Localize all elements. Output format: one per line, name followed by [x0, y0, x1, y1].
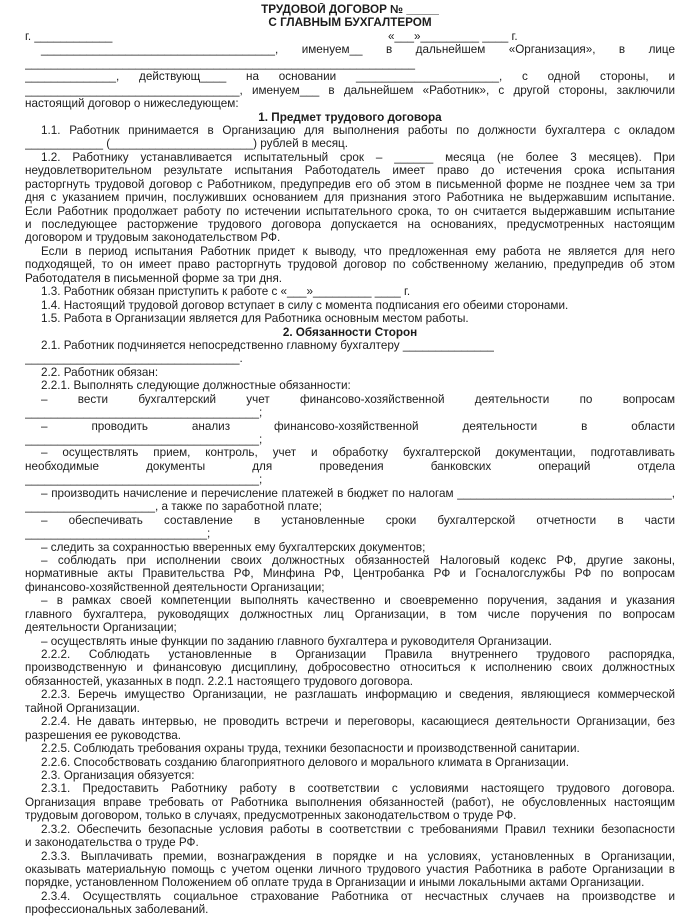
text-line: 2.2.1. Выполнять следующие должностные обязанности: [41, 379, 351, 393]
heading-line: 1. Предмет трудового договора [258, 110, 442, 124]
text-line: – производить начисление и перечисление платежей в бюджет по налогам _________________________________, [41, 486, 675, 500]
text-line: 2.2.2. Соблюдать установленные в Организации Правила внутреннего трудового распорядка, [41, 648, 675, 661]
text-line: 2.2. Работник обязан: [41, 365, 159, 379]
text-line: подходящей, то он имеет право расторгнуть трудовой договор по собственному желанию, предупредив об этом [25, 258, 675, 272]
text-line: – осуществлять иные функции по заданию главного бухгалтера и руководителя Организации. [41, 634, 552, 648]
blank-field-line: ____________________________; [25, 527, 211, 541]
city-date-line [25, 30, 675, 43]
text-line: 1.2. Работнику устанавливается испытательный срок – ______ месяца (не более 3 месяцев). При [41, 150, 675, 164]
text-line: деятельности Организации; [25, 621, 177, 635]
text-line: 1.5. Работа в Организации является для Работника основным местом работы. [41, 312, 469, 326]
text-line: и последующее расторжение трудового договора допускается на основаниях, предусмотренных настоящим [25, 218, 675, 231]
text-line: 2.3.4. Осуществлять социальное страхование Работника от несчастных случаев на производстве и [41, 889, 675, 903]
blank-field-line: ____________________, а также по заработной плате; [25, 500, 322, 514]
text-line: Работодателя в письменной форме за три дня. [25, 271, 283, 285]
blank-field-line: ____________________________________________________________ [25, 56, 416, 70]
heading-line: 2. Обязанности Сторон [282, 325, 418, 339]
text-line: договором и трудовым законодательством РФ. [25, 231, 281, 245]
text-line: – вести бухгалтерский учет финансово-хозяйственной деятельности по вопросам [41, 392, 675, 406]
text-line: 1.1. Работник принимается в Организацию для выполнения работы по должности бухгалтера с окладом [41, 123, 675, 137]
blank-field-line: ______________, действующ____ на основании ______________________, с одной стороны, и [25, 70, 675, 84]
text-line: 2.2.3. Беречь имущество Организации, не разглашать информацию и сведения, являющиеся коммерческой [41, 688, 675, 702]
text-line: 2.3.2. Обеспечить безопасные условия работы в соответствии с требованиями Правил техники безопасности [41, 822, 675, 836]
text-line: оказывать материальную помощь с учетом оценки личного трудового участия Работника в работе Организации в [25, 863, 675, 876]
text-line: – осуществлять прием, контроль, учет и обработку бухгалтерской документации, подготавливать [41, 446, 675, 460]
city-field: г. ____________ [25, 29, 113, 43]
date-field: «___»_________ ____ г. [388, 29, 518, 43]
text-line: обязанностей, указанных в подп. 2.2.1 настоящего трудового договора. [25, 674, 413, 688]
text-line: порядке, установленном Положением об оплате труда в Организации и иными локальными актами Организации. [25, 876, 645, 890]
text-line: разрешения ее руководства. [25, 728, 182, 742]
text-line: 2.1. Работник подчиняется непосредственно главному бухгалтеру ______________ [41, 338, 494, 352]
text-line: расторгнуть трудовой договор с Работником, предупредив его об этом в письменной форме не позднее чем за три [25, 177, 675, 191]
text-line: нормативные акты Правительства РФ, Минфина РФ, Центробанка РФ и Госналогслужбы РФ по вопросам [25, 567, 675, 581]
blank-field-line: ____________________________________; [25, 406, 263, 420]
text-line: – обеспечивать составление в установленные сроки бухгалтерской отчетности в части [41, 513, 675, 527]
text-line: настоящий договор о нижеследующем: [25, 97, 239, 111]
text-line: 1.3. Работник обязан приступить к работе с «___»_________ ____ г. [41, 285, 411, 299]
heading-line: С ГЛАВНЫМ БУХГАЛТЕРОМ [268, 16, 432, 30]
text-line: – соблюдать при исполнении своих должностных обязанностей Налоговый кодекс РФ, другие законы, [41, 553, 675, 567]
text-line: главного бухгалтера, руководящих должностных лиц Организации, в том числе поручения по вопросам [25, 607, 675, 621]
text-line: Организация вправе требовать от Работника выполнения обязанностей (работ), не обусловленных настоящим [25, 795, 675, 809]
text-line: 2.2.6. Способствовать созданию благоприятного делового и морального климата в Организации. [41, 755, 569, 769]
text-line: трудовым договором, только в случаях, предусмотренных законодательством о труде РФ. [25, 809, 517, 823]
text-line: необходимые документы для проведения банковских операций отдела [25, 459, 675, 473]
text-line: 2.3. Организация обязуется: [41, 768, 195, 782]
text-line: Если Работник продолжает работу по истечении испытательного срока, то он считается выдержавшим испытание [25, 204, 675, 218]
heading-line: ТРУДОВОЙ ДОГОВОР № _____ [261, 3, 439, 16]
text-line: производственную и финансовую дисциплину, добросовестно относиться к исполнению своих должностных [25, 661, 675, 675]
text-line: финансово-хозяйственной деятельности Организации; [25, 580, 325, 594]
blank-field-line: _________________________________. [25, 352, 243, 366]
text-line: тайной Организации. [25, 701, 140, 715]
text-line: 2.2.5. Соблюдать требования охраны труда, техники безопасности и производственной санитарии. [41, 742, 580, 756]
blank-field-line: _________________________________, именуем___ в дальнейшем «Работник», с другой стороны, заключили [25, 83, 675, 97]
text-line: 2.2.4. Не давать интервью, не проводить встречи и переговоры, касающиеся деятельности Организации, без [41, 715, 675, 729]
text-line: профессиональных заболеваний. [25, 903, 209, 917]
text-line: Если в период испытания Работник придет к выводу, что предложенная ему работа не является для него [41, 244, 675, 258]
text-line: 1.4. Настоящий трудовой договор вступает в силу с момента подписания его обеими сторонами. [41, 298, 569, 312]
text-line: дня с указанием причин, послуживших основанием для признания этого Работника не выдержавшим испытание. [25, 191, 675, 205]
text-line: и законодательства о труде РФ. [25, 836, 199, 850]
blank-field-line: ____________ (______________________) рублей в месяц. [25, 137, 348, 151]
blank-field-line: ____________________________________; [25, 433, 263, 446]
text-line: – в рамках своей компетенции выполнять качественно и своевременно поручения, задания и указания [41, 594, 675, 608]
text-line: неудовлетворительном результате испытания Работодатель имеет право до истечения срока испытания [25, 164, 675, 178]
text-line: 2.3.1. Предоставить Работнику работу в соответствии с условиями настоящего трудового договора. [41, 782, 675, 796]
blank-field-line: ____________________________________; [25, 473, 263, 487]
text-line: 2.3.3. Выплачивать премии, вознаграждения в порядке и на условиях, установленных в Организации, [41, 849, 675, 863]
blank-field-line: ____________________________________, именуем__ в дальнейшем «Организация», в лице [41, 43, 675, 57]
text-line: – проводить анализ финансово-хозяйственной деятельности в области [41, 419, 675, 433]
text-line: – следить за сохранностью вверенных ему бухгалтерских документов; [41, 540, 426, 554]
